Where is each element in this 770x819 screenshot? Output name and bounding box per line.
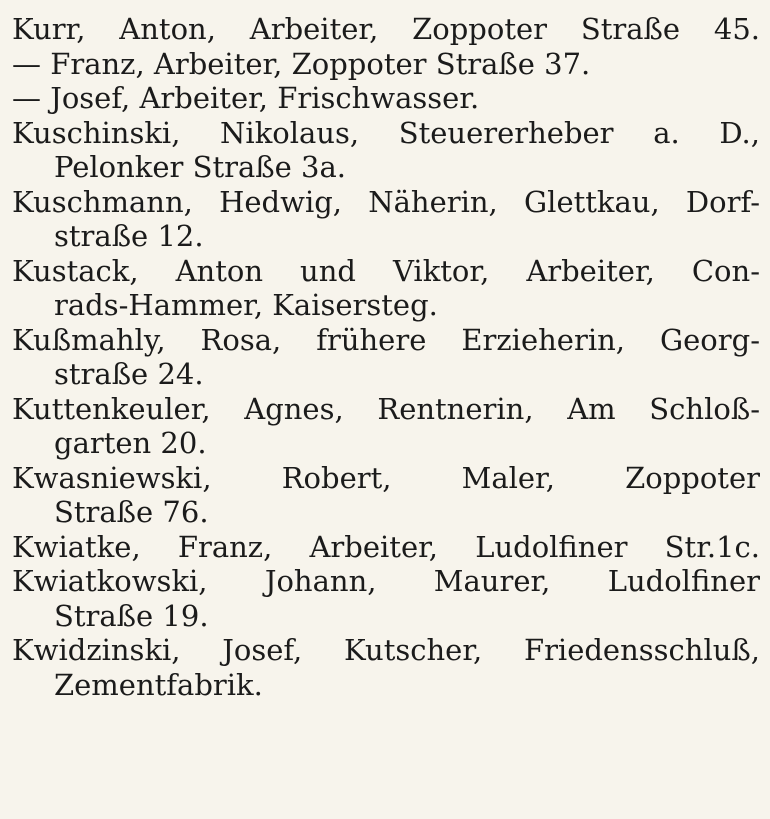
entry-line: Kuschinski, Nikolaus, Steuererheber a. D.,: [12, 115, 760, 150]
directory-entry: [12, 530, 760, 565]
entry-line: Kuttenkeuler, Agnes, Rentnerin, Am Schloß-: [12, 391, 760, 426]
directory-entry: [12, 12, 760, 47]
entry-line-continuation: Pelonker Straße 3a.: [54, 150, 346, 184]
entry-line: Kwiatkowski, Johann, Maurer, Ludolfiner: [12, 564, 760, 598]
directory-entry: [12, 633, 760, 702]
entry-line: Kustack, Anton und Viktor, Arbeiter, Con-: [12, 253, 760, 288]
entry-line-continuation: Zementfabrik.: [54, 667, 263, 702]
entry-line-continuation: rads-Hammer, Kaisersteg.: [54, 288, 438, 322]
entry-line: Kurr, Anton, Arbeiter, Zoppoter Straße 45.: [12, 12, 760, 46]
directory-entry: [12, 254, 760, 323]
directory-entry: [12, 564, 760, 633]
directory-entry: [12, 323, 760, 392]
directory-entry: [12, 116, 760, 185]
entry-line: Kwasniewski, Robert, Maler, Zoppoter: [12, 460, 760, 495]
entry-line: Kwidzinski, Josef, Kutscher, Friedensschluß,: [12, 633, 760, 667]
entry-line-continuation: straße 24.: [54, 357, 204, 391]
entry-line-continuation: Straße 76.: [54, 495, 209, 529]
directory-entry: [12, 47, 760, 82]
entry-line: Kußmahly, Rosa, frühere Erzieherin, Georg-: [12, 322, 760, 357]
entry-line: — Franz, Arbeiter, Zoppoter Straße 37.: [12, 46, 591, 81]
entry-line: Kuschmann, Hedwig, Näherin, Glettkau, Dorf-: [12, 184, 760, 219]
entry-line: Kwiatke, Franz, Arbeiter, Ludolfiner Str.1c.: [12, 529, 760, 564]
entry-line: — Josef, Arbeiter, Frischwasser.: [12, 81, 480, 115]
entry-line-continuation: straße 12.: [54, 219, 204, 253]
directory-entry: [12, 461, 760, 530]
directory-entry: [12, 185, 760, 254]
entry-line-continuation: Straße 19.: [54, 598, 209, 633]
directory-entry: [12, 392, 760, 461]
directory-entry: [12, 81, 760, 116]
directory-entries: [12, 12, 760, 702]
entry-line-continuation: garten 20.: [54, 426, 207, 460]
